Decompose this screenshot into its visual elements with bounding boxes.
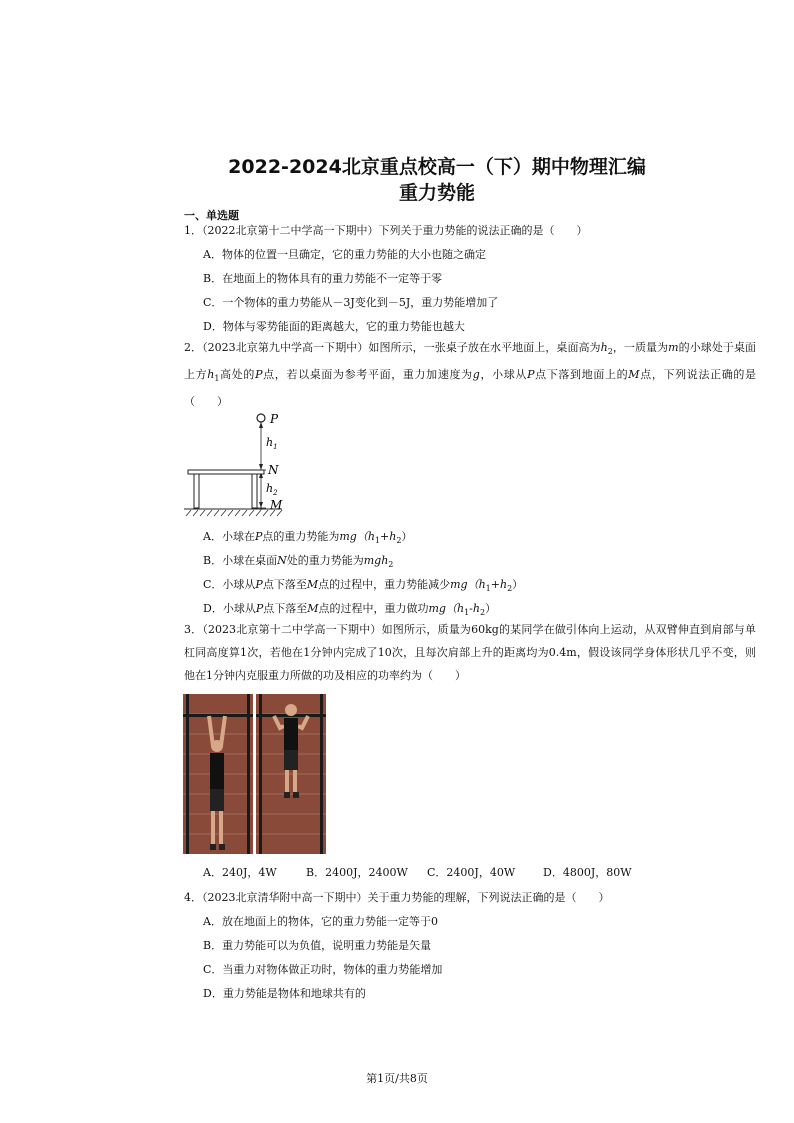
document-subtitle: 重力势能 [398, 182, 475, 204]
q3-stem: 3．（2023北京第十二中学高一下期中）如图所示，质量为60kg的某同学在做引体向上运动，从双臂伸直到肩部与单杠同高度算1次，若他在1分钟内完成了10次，且每次肩部上升的距离均为0.4m，假设该同学身体形状几乎不变，则他在1分钟内克服重力所做的功及相应的功率约为（ ） [184, 623, 756, 682]
q1-option-d: D．物体与零势能面的距离越大，它的重力势能也越大 [203, 320, 465, 333]
page-footer: 第1页/共8页 [366, 1072, 428, 1085]
q1-option-b: B．在地面上的物体具有的重力势能不一定等于零 [203, 272, 443, 285]
q1-stem: 1．（2022北京第十二中学高一下期中）下列关于重力势能的说法正确的是（ ） [184, 224, 588, 237]
label-h1: $h_1$ [266, 436, 278, 451]
document-title: 2022-2024北京重点校高一（下）期中物理汇编 [228, 156, 646, 178]
q4-stem: 4．（2023北京清华附中高一下期中）关于重力势能的理解，下列说法正确的是（ ） [184, 891, 610, 904]
label-h2: $h_2$ [266, 482, 278, 497]
q2-option-c: C．小球从P点下落至M点的过程中，重力势能减少$mg(h_1+h_2)$ [203, 578, 524, 594]
q4-option-a: A．放在地面上的物体，它的重力势能一定等于0 [203, 915, 438, 928]
q2-option-b: B．小球在桌面N处的重力势能为mgh$_2$ [203, 554, 394, 570]
table-leg-right [252, 474, 257, 508]
q3-option-d: D．4800J，80W [543, 866, 632, 879]
table-leg-left [194, 474, 199, 508]
table-top [188, 470, 264, 474]
q3-option-b: B．2400J，2400W [306, 866, 408, 879]
pullup-photo-hanging [183, 694, 253, 854]
q2-option-d: D．小球从P点下落至M点的过程中，重力做功$mg(h_1-h_2)$ [203, 602, 497, 618]
label-n: N [268, 463, 279, 477]
ball [257, 414, 265, 422]
pullup-photo-raised [256, 694, 326, 854]
q3-option-a: A．240J，4W [203, 866, 277, 879]
q2-stem: 2．（2023北京第九中学高一下期中）如图所示，一张桌子放在水平地面上，桌面高为$h_2$，一质量为m的小球处于桌面上方$h_1$高处的P点，若以桌面为参考平面，重力加速度为g，小球从P点下落到地面上的M点，下列说法正确的是（ ） [184, 341, 757, 409]
label-m: M [270, 498, 283, 512]
q4-option-b: B．重力势能可以为负值，说明重力势能是矢量 [203, 939, 432, 952]
table-diagram [182, 410, 302, 520]
q1-option-c: C．一个物体的重力势能从－3J变化到－5J，重力势能增加了 [203, 296, 499, 309]
q4-option-c: C．当重力对物体做正功时，物体的重力势能增加 [203, 963, 443, 976]
label-p: P [270, 412, 279, 426]
section-heading: 一、单选题 [184, 209, 239, 222]
q1-option-a: A．物体的位置一旦确定，它的重力势能的大小也随之确定 [203, 248, 486, 261]
q3-option-c: C．2400J，40W [427, 866, 516, 879]
q4-option-d: D．重力势能是物体和地球共有的 [203, 987, 366, 1000]
q2-option-a: A．小球在P点的重力势能为$mg(h_1+h_2)$ [203, 530, 413, 546]
